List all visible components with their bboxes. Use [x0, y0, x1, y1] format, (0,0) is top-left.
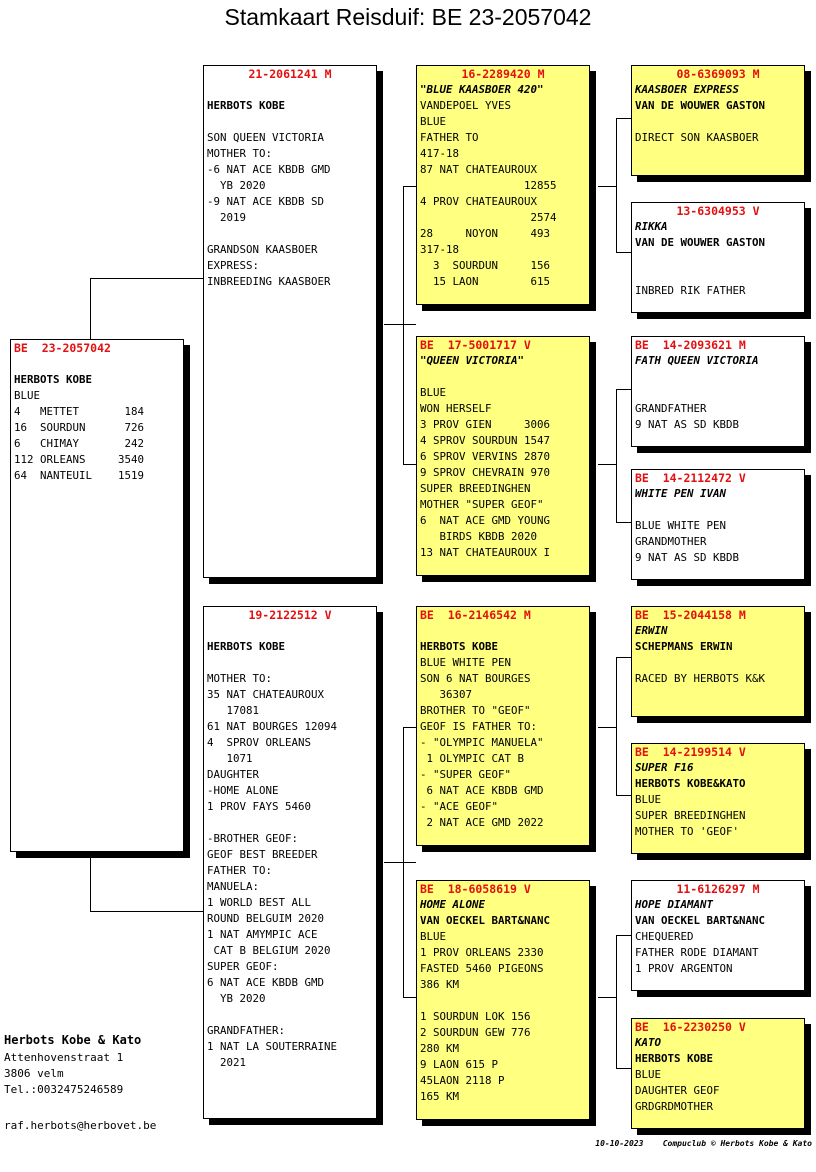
ring-number: BE 16-2230250 V [635, 1020, 746, 1034]
connector-line [616, 935, 631, 936]
connector-line [384, 862, 416, 863]
connector-line [90, 852, 91, 912]
ring-number: BE 14-2112472 V [635, 471, 746, 485]
ring-number: BE 15-2044158 M [635, 608, 746, 622]
detail-line: SUPER BREEDINGHEN [420, 482, 531, 495]
pigeon-card-mfm [631, 743, 805, 854]
detail-line: BIRDS KBDB 2020 [420, 530, 538, 543]
detail-line [635, 114, 801, 130]
detail-line [207, 226, 373, 242]
pigeon-details [635, 1035, 801, 1115]
detail-line: -HOME ALONE [207, 784, 279, 797]
detail-line: DAUGHTER GEOF [635, 1084, 720, 1097]
pigeon-card-ffm [631, 202, 805, 313]
detail-line: 28 NOYON 493 [420, 227, 551, 240]
detail-line: HOPE DIAMANT [635, 898, 714, 911]
detail-line: FATHER TO [420, 131, 479, 144]
detail-line: 9 NAT AS SD KBDB [635, 551, 740, 564]
connector-line [598, 464, 616, 465]
detail-line: MOTHER TO 'GEOF' [635, 825, 740, 838]
breeder-street: Attenhovenstraat 1 [4, 1051, 124, 1064]
connector-line [598, 997, 616, 998]
detail-line: VANDEPOEL YVES [420, 99, 512, 112]
connector-line [384, 324, 416, 325]
detail-line: MANUELA: [207, 880, 260, 893]
connector-line [90, 911, 203, 912]
detail-line [207, 623, 373, 639]
detail-line: CAT B BELGIUM 2020 [207, 944, 331, 957]
detail-line: HOME ALONE [420, 898, 486, 911]
detail-line: INBREEDING KAASBOER [207, 275, 331, 288]
detail-line: 1 NAT AMYMPIC ACE [207, 928, 318, 941]
detail-line: BLUE [14, 389, 41, 402]
pigeon-card-mmm [631, 1018, 805, 1129]
detail-line: 9 SPROV CHEVRAIN 970 [420, 466, 551, 479]
detail-line: 280 KM [420, 1042, 460, 1055]
ring-number: 08-6369093 M [676, 67, 760, 81]
detail-line [635, 251, 801, 267]
connector-line [90, 278, 203, 279]
detail-line [420, 369, 586, 385]
detail-line: KATO [635, 1036, 662, 1049]
detail-line: SON 6 NAT BOURGES [420, 672, 531, 685]
detail-line: SCHEPMANS ERWIN [635, 640, 733, 653]
pigeon-card-mother [203, 606, 377, 1119]
detail-line: "QUEEN VICTORIA" [420, 354, 525, 367]
detail-line: 45LAON 2118 P [420, 1074, 505, 1087]
detail-line: BLUE [420, 930, 447, 943]
detail-line: FATHER TO: [207, 864, 273, 877]
ring-number: BE 23-2057042 [14, 341, 111, 355]
detail-line: 17081 [207, 704, 260, 717]
pigeon-card-mff [631, 606, 805, 717]
detail-line: HERBOTS KOBE&KATO [635, 777, 746, 790]
detail-line: 61 NAT BOURGES 12094 [207, 720, 338, 733]
pigeon-details [635, 219, 801, 299]
detail-line: VAN OECKEL BART&NANC [420, 914, 551, 927]
detail-line: 6 CHIMAY 242 [14, 437, 145, 450]
pigeon-details [207, 623, 373, 1071]
breeder-name: Herbots Kobe & Kato [4, 1033, 142, 1047]
detail-line: 1 WORLD BEST ALL [207, 896, 312, 909]
connector-line [616, 389, 617, 522]
connector-line [616, 118, 631, 119]
ring-number: 16-2289420 M [461, 67, 545, 81]
detail-line: 1 PROV FAYS 5460 [207, 800, 312, 813]
detail-line: 417-18 [420, 147, 460, 160]
pigeon-card-fm [416, 336, 590, 576]
detail-line: SUPER F16 [635, 761, 694, 774]
connector-line [616, 1068, 631, 1069]
connector-line [616, 935, 617, 1068]
detail-line: FATH QUEEN VICTORIA [635, 354, 759, 367]
detail-line: SUPER BREEDINGHEN [635, 809, 746, 822]
detail-line: GRANDFATHER [635, 402, 707, 415]
pigeon-card-father [203, 65, 377, 578]
pigeon-details [635, 353, 801, 433]
detail-line: INBRED RIK FATHER [635, 284, 746, 297]
pigeon-details [635, 623, 801, 687]
detail-line [635, 385, 801, 401]
detail-line [207, 1007, 373, 1023]
detail-line: EXPRESS: [207, 259, 260, 272]
detail-line: 15 LAON 615 [420, 275, 551, 288]
detail-line: - "ACE GEOF" [420, 800, 499, 813]
detail-line: 2021 [207, 1056, 247, 1069]
connector-line [403, 186, 404, 464]
pigeon-details [14, 356, 180, 484]
pigeon-card-mmf [631, 880, 805, 991]
ring-number: 21-2061241 M [248, 67, 332, 81]
detail-line: 317-18 [420, 243, 460, 256]
connector-line [403, 727, 404, 997]
detail-line [635, 267, 801, 283]
detail-line: 4 SPROV ORLEANS [207, 736, 312, 749]
detail-line: 2019 [207, 211, 247, 224]
detail-line: GRANDFATHER: [207, 1024, 286, 1037]
detail-line: 2574 [420, 211, 557, 224]
detail-line: KAASBOER EXPRESS [635, 83, 740, 96]
detail-line: 3 PROV GIEN 3006 [420, 418, 551, 431]
breeder-email: raf.herbots@herbovet.be [4, 1119, 157, 1132]
detail-line: DIRECT SON KAASBOER [635, 131, 759, 144]
detail-line: 64 NANTEUIL 1519 [14, 469, 145, 482]
detail-line: HERBOTS KOBE [14, 373, 93, 386]
detail-line: 4 METTET 184 [14, 405, 145, 418]
detail-line: DAUGHTER [207, 768, 260, 781]
pedigree-title: Stamkaart Reisduif: BE 23-2057042 [224, 4, 592, 30]
detail-line: HERBOTS KOBE [420, 640, 499, 653]
detail-line: VAN DE WOUWER GASTON [635, 236, 766, 249]
pigeon-details [420, 82, 586, 290]
connector-line [616, 657, 631, 658]
detail-line: FATHER RODE DIAMANT [635, 946, 759, 959]
detail-line: 12855 [420, 179, 557, 192]
detail-line: 87 NAT CHATEAUROUX [420, 163, 538, 176]
detail-line: 35 NAT CHATEAUROUX [207, 688, 325, 701]
detail-line: - "OLYMPIC MANUELA" [420, 736, 544, 749]
pigeon-details [635, 760, 801, 840]
detail-line: CHEQUERED [635, 930, 694, 943]
connector-line [616, 522, 631, 523]
pigeon-details [635, 82, 801, 146]
detail-line: MOTHER TO: [207, 672, 273, 685]
detail-line [635, 655, 801, 671]
detail-line: 6 NAT ACE GMD YOUNG [420, 514, 551, 527]
detail-line: MOTHER "SUPER GEOF" [420, 498, 544, 511]
detail-line [635, 369, 801, 385]
ring-number: BE 17-5001717 V [420, 338, 531, 352]
detail-line: WHITE PEN IVAN [635, 487, 727, 500]
detail-line: 6 NAT ACE KBDB GMD [420, 784, 544, 797]
detail-line [635, 502, 801, 518]
pigeon-card-ff [416, 65, 590, 305]
detail-line: ROUND BELGUIM 2020 [207, 912, 325, 925]
detail-line: GEOF IS FATHER TO: [420, 720, 538, 733]
detail-line: YB 2020 [207, 179, 266, 192]
connector-line [403, 186, 416, 187]
detail-line: YB 2020 [207, 992, 266, 1005]
detail-line: 4 PROV CHATEAUROUX [420, 195, 538, 208]
ring-number: 19-2122512 V [248, 608, 332, 622]
detail-line: SON QUEEN VICTORIA [207, 131, 325, 144]
pigeon-card-subject [10, 339, 184, 852]
detail-line: -6 NAT ACE KBDB GMD [207, 163, 331, 176]
detail-line: BLUE [420, 115, 447, 128]
detail-line: 1 PROV ARGENTON [635, 962, 733, 975]
pigeon-details [207, 82, 373, 290]
detail-line: BLUE [635, 1068, 662, 1081]
ring-number: BE 18-6058619 V [420, 882, 531, 896]
detail-line: GRANDMOTHER [635, 535, 707, 548]
detail-line: BLUE [420, 386, 447, 399]
detail-line: MOTHER TO: [207, 147, 273, 160]
detail-line: 6 SPROV VERVINS 2870 [420, 450, 551, 463]
detail-line: FASTED 5460 PIGEONS [420, 962, 544, 975]
detail-line: 3 SOURDUN 156 [420, 259, 551, 272]
pigeon-card-mf [416, 606, 590, 846]
connector-line [598, 186, 616, 187]
detail-line: GEOF BEST BREEDER [207, 848, 318, 861]
detail-line: BLUE WHITE PEN [635, 519, 727, 532]
detail-line: WON HERSELF [420, 402, 492, 415]
detail-line: BLUE [635, 793, 662, 806]
detail-line: GRANDSON KAASBOER [207, 243, 318, 256]
connector-line [403, 727, 416, 728]
detail-line: 1 SOURDUN LOK 156 [420, 1010, 531, 1023]
detail-line: RACED BY HERBOTS K&K [635, 672, 766, 685]
detail-line: 1071 [207, 752, 253, 765]
ring-number: BE 14-2093621 M [635, 338, 746, 352]
breeder-city: 3806 velm [4, 1067, 64, 1080]
connector-line [616, 795, 631, 796]
detail-line: 1 NAT LA SOUTERRAINE [207, 1040, 338, 1053]
pigeon-card-mm [416, 880, 590, 1120]
detail-line: HERBOTS KOBE [207, 99, 286, 112]
footer [595, 1139, 812, 1148]
detail-line [420, 993, 586, 1009]
pigeon-details [635, 897, 801, 977]
ring-number: 11-6126297 M [676, 882, 760, 896]
detail-line: 2 SOURDUN GEW 776 [420, 1026, 531, 1039]
detail-line: 36307 [420, 688, 473, 701]
pigeon-details [420, 623, 586, 831]
detail-line: VAN OECKEL BART&NANC [635, 914, 766, 927]
detail-line [14, 356, 180, 372]
connector-line [598, 727, 616, 728]
detail-line: 1 OLYMPIC CAT B [420, 752, 525, 765]
detail-line: GRDGRDMOTHER [635, 1100, 714, 1113]
detail-line: 2 NAT ACE GMD 2022 [420, 816, 544, 829]
ring-number: BE 16-2146542 M [420, 608, 531, 622]
detail-line: 16 SOURDUN 726 [14, 421, 145, 434]
ring-number: 13-6304953 V [676, 204, 760, 218]
pigeon-card-fmm [631, 469, 805, 580]
detail-line: 1 PROV ORLEANS 2330 [420, 946, 544, 959]
ring-number: BE 14-2199514 V [635, 745, 746, 759]
pigeon-card-fmf [631, 336, 805, 447]
detail-line [207, 114, 373, 130]
breeder-tel: Tel.:0032475246589 [4, 1083, 124, 1096]
connector-line [616, 657, 617, 795]
detail-line: 4 SPROV SOURDUN 1547 [420, 434, 551, 447]
software-credit: Compuclub © Herbots Kobe & Kato [662, 1139, 812, 1148]
detail-line [207, 815, 373, 831]
connector-line [616, 252, 631, 253]
detail-line [207, 82, 373, 98]
pigeon-details [635, 486, 801, 566]
pigeon-details [420, 897, 586, 1105]
detail-line: BLUE WHITE PEN [420, 656, 512, 669]
detail-line: HERBOTS KOBE [635, 1052, 714, 1065]
pigeon-details [420, 353, 586, 561]
detail-line: 9 LAON 615 P [420, 1058, 499, 1071]
detail-line: ERWIN [635, 624, 668, 637]
detail-line [207, 655, 373, 671]
detail-line: SUPER GEOF: [207, 960, 279, 973]
print-date: 10-10-2023 [595, 1139, 644, 1148]
detail-line: 112 ORLEANS 3540 [14, 453, 145, 466]
connector-line [616, 118, 617, 252]
detail-line: VAN DE WOUWER GASTON [635, 99, 766, 112]
detail-line: -BROTHER GEOF: [207, 832, 299, 845]
detail-line: 386 KM [420, 978, 460, 991]
connector-line [403, 464, 416, 465]
detail-line: BROTHER TO "GEOF" [420, 704, 531, 717]
detail-line: 13 NAT CHATEAUROUX I [420, 546, 551, 559]
detail-line: 9 NAT AS SD KBDB [635, 418, 740, 431]
detail-line: HERBOTS KOBE [207, 640, 286, 653]
detail-line: -9 NAT ACE KBDB SD [207, 195, 325, 208]
detail-line: - "SUPER GEOF" [420, 768, 512, 781]
connector-line [90, 278, 91, 339]
detail-line [420, 623, 586, 639]
detail-line: RIKKA [635, 220, 668, 233]
detail-line: 165 KM [420, 1090, 460, 1103]
connector-line [403, 997, 416, 998]
connector-line [616, 389, 631, 390]
pigeon-card-fff [631, 65, 805, 176]
detail-line: "BLUE KAASBOER 420" [420, 83, 544, 96]
detail-line: 6 NAT ACE KBDB GMD [207, 976, 325, 989]
breeder-info [4, 1030, 156, 1134]
